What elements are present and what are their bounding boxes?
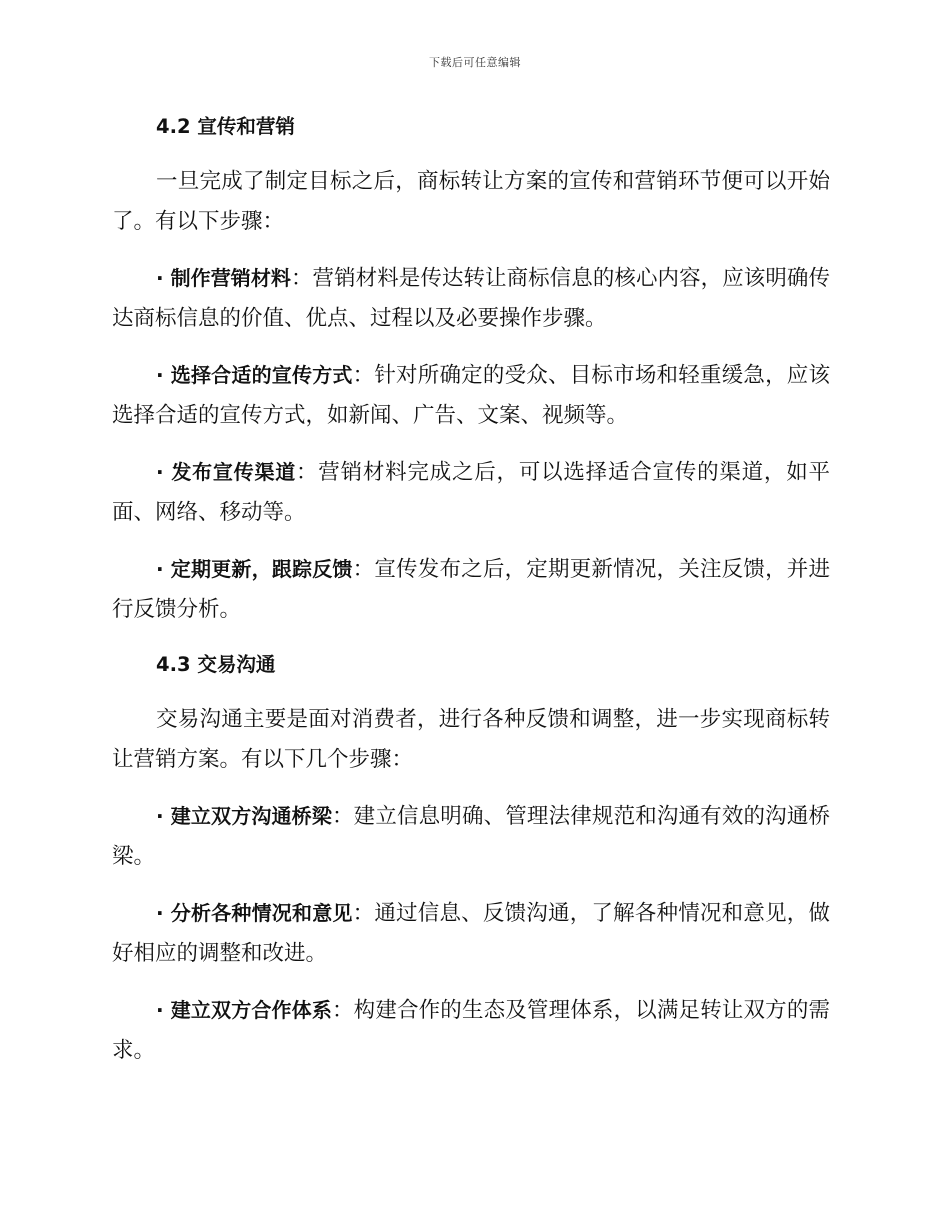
bullet-text: ：通过信息、反馈沟通，了解各种情况和意见，做好相应的调整和改进。: [112, 901, 830, 966]
bullet-term: · 发布宣传渠道: [156, 460, 297, 484]
section-4-3-intro: 交易沟通主要是面对消费者，进行各种反馈和调整，进一步实现商标转让营销方案。有以下几个步骤：: [112, 707, 830, 772]
bullet-paragraph: [112, 258, 830, 339]
bullet-paragraph: [112, 355, 830, 436]
bullet-text: ：宣传发布之后，定期更新情况，关注反馈，并进行反馈分析。: [112, 557, 830, 622]
bullet-paragraph: [112, 796, 830, 877]
bullet-paragraph: [112, 452, 830, 533]
bullet-paragraph: [112, 990, 830, 1071]
bullet-text: ：营销材料完成之后，可以选择适合宣传的渠道，如平面、网络、移动等。: [112, 460, 830, 525]
document-body: [112, 108, 830, 1071]
section-heading-4-2: 4.2 宣传和营销: [156, 115, 295, 138]
bullet-paragraph: [112, 893, 830, 974]
page-header: 下载后可任意编辑: [429, 56, 521, 69]
bullet-text: ：构建合作的生态及管理体系，以满足转让双方的需求。: [112, 998, 830, 1063]
bullet-term: · 选择合适的宣传方式: [156, 363, 353, 387]
bullet-text: ：营销材料是传达转让商标信息的核心内容，应该明确传达商标信息的价值、优点、过程以及必要操作步骤。: [112, 266, 830, 331]
bullet-term: · 建立双方合作体系: [156, 998, 332, 1022]
bullet-term: · 制作营销材料: [156, 266, 291, 290]
bullet-text: ：针对所确定的受众、目标市场和轻重缓急，应该选择合适的宣传方式，如新闻、广告、文案、视频等。: [112, 363, 830, 428]
section-4-2-intro: 一旦完成了制定目标之后，商标转让方案的宣传和营销环节便可以开始了。有以下步骤：: [112, 169, 830, 234]
bullet-paragraph: [112, 549, 830, 630]
section-heading-4-3: 4.3 交易沟通: [156, 653, 276, 676]
bullet-text: ：建立信息明确、管理法律规范和沟通有效的沟通桥梁。: [112, 804, 830, 869]
bullet-term: · 定期更新，跟踪反馈: [156, 557, 353, 581]
bullet-term: · 分析各种情况和意见: [156, 901, 353, 925]
bullet-term: · 建立双方沟通桥梁: [156, 804, 332, 828]
